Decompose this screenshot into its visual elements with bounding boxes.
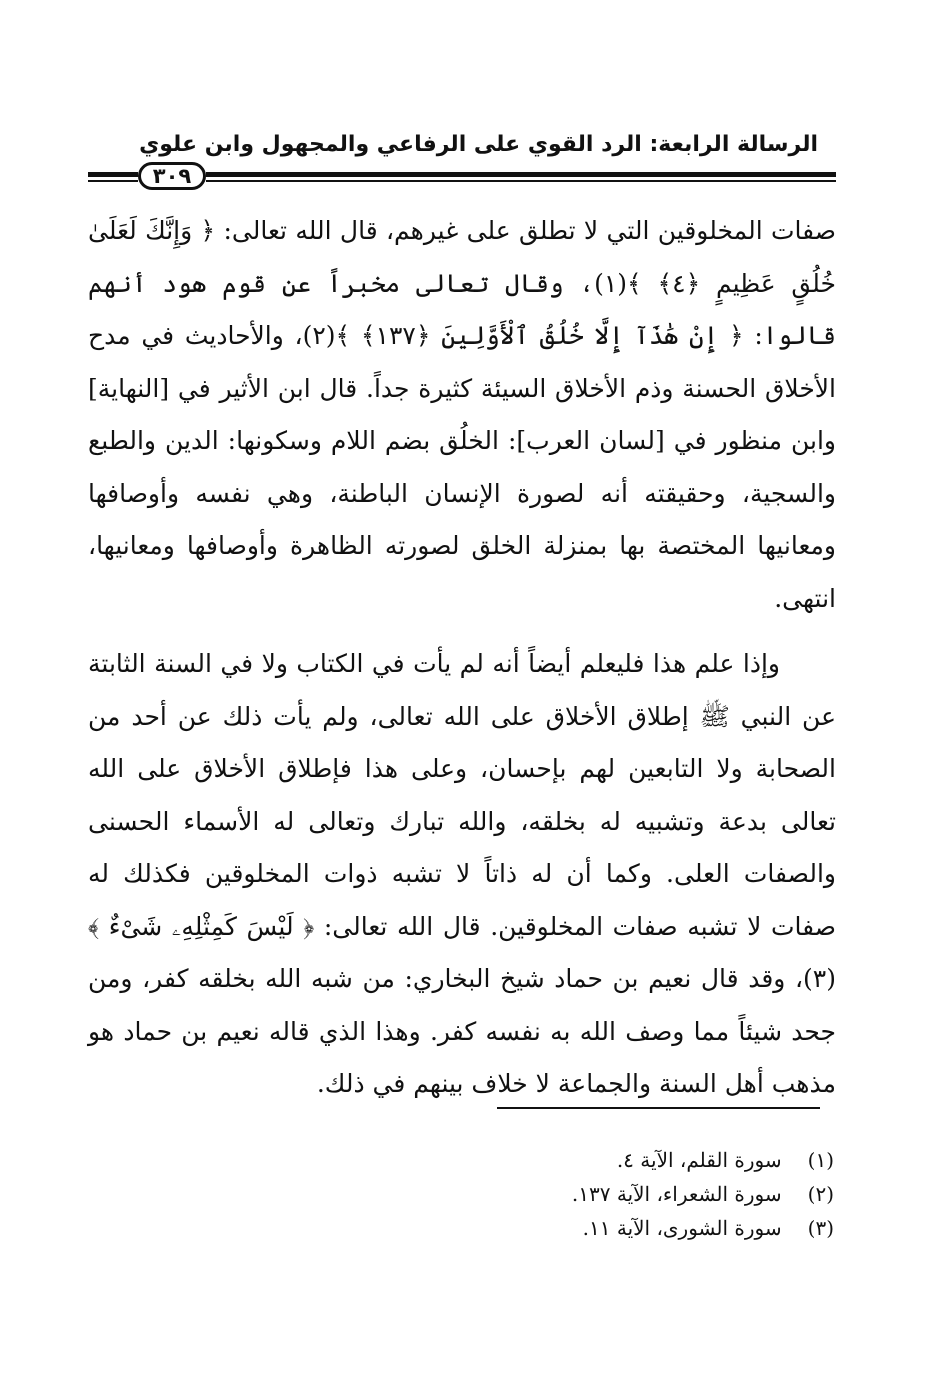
header-rule [88, 162, 836, 192]
footnote-number: (٣) [807, 1216, 834, 1240]
header-rule-right-thin [206, 180, 836, 182]
header-rule-left-thick [88, 172, 138, 177]
footnote-text: سورة القلم، الآية ٤. [616, 1148, 782, 1172]
footnote-number: (٢) [807, 1182, 834, 1206]
running-header: الرسالة الرابعة: الرد القوي على الرفاعي والمجهول وابن علوي [139, 132, 818, 157]
main-text [88, 205, 836, 1111]
footnote-2 [334, 1177, 834, 1211]
footnote-number: (١) [807, 1148, 834, 1172]
header-rule-left-thin [88, 180, 138, 182]
footnote-3 [334, 1211, 834, 1245]
footnote-text: سورة الشعراء، الآية ١٣٧. [571, 1182, 782, 1206]
footnote-separator [497, 1107, 820, 1109]
footnotes [334, 1143, 834, 1245]
header-rule-right-thick [206, 172, 836, 177]
body-paragraph-2: وإذا علم هذا فليعلم أيضاً أنه لم يأت في الكتاب ولا في السنة الثابتة عن النبي ﷺ إطلاق الأخلاق على الله تعالى، ولم يأت ذلك عن أحد من الصحابة ولا التابعين لهم بإحسان، وعلى هذا فإطلاق الأخلاق على الله تعالى بدعة وتشبيه له بخلقه، والله تبارك وتعالى له الأسماء الحسنى والصفات العلى. وكما أن له ذاتاً لا تشبه ذوات المخلوقين فكذلك له صفات لا تشبه صفات المخلوقين. قال الله تعالى: ﴿ لَيْسَ كَمِثْلِهِۦ شَىْءٌ ﴾(٣)، وقد قال نعيم بن حماد شيخ البخاري: من شبه الله بخلقه كفر، ومن جحد شيئاً مما وصف الله به نفسه كفر. وهذا الذي قاله نعيم بن حماد هو مذهب أهل السنة والجماعة لا خلاف بينهم في ذلك. [88, 649, 836, 1098]
footnote-1 [334, 1143, 834, 1177]
body-paragraph-1: صفات المخلوقين التي لا تطلق على غيرهم، قال الله تعالى: ﴿ وَإِنَّكَ لَعَلَىٰ خُلُقٍ عَظِيمٍ ﴿٤﴾ ﴾(١)، وقال تعالى مخبراً عن قوم هود أنهم قالوا: ﴿ إِنْ هَٰذَآ إِلَّا خُلُقُ ٱلْأَوَّلِينَ ﴿١٣٧﴾ ﴾(٢)، والأحاديث في مدح الأخلاق الحسنة وذم الأخلاق السيئة كثيرة جداً. قال ابن الأثير في [النهاية] وابن منظور في [لسان العرب]: الخلُق بضم اللام وسكونها: الدين والطبع والسجية، وحقيقته أنه لصورة الإنسان الباطنة، وهي نفسه وأوصافها ومعانيها المختصة بها بمنزلة الخلق لصورته الظاهرة وأوصافها ومعانيها، انتهى. [88, 216, 837, 613]
page-number: ٣٠٩ [138, 162, 206, 190]
footnote-text: سورة الشورى، الآية ١١. [582, 1216, 782, 1240]
